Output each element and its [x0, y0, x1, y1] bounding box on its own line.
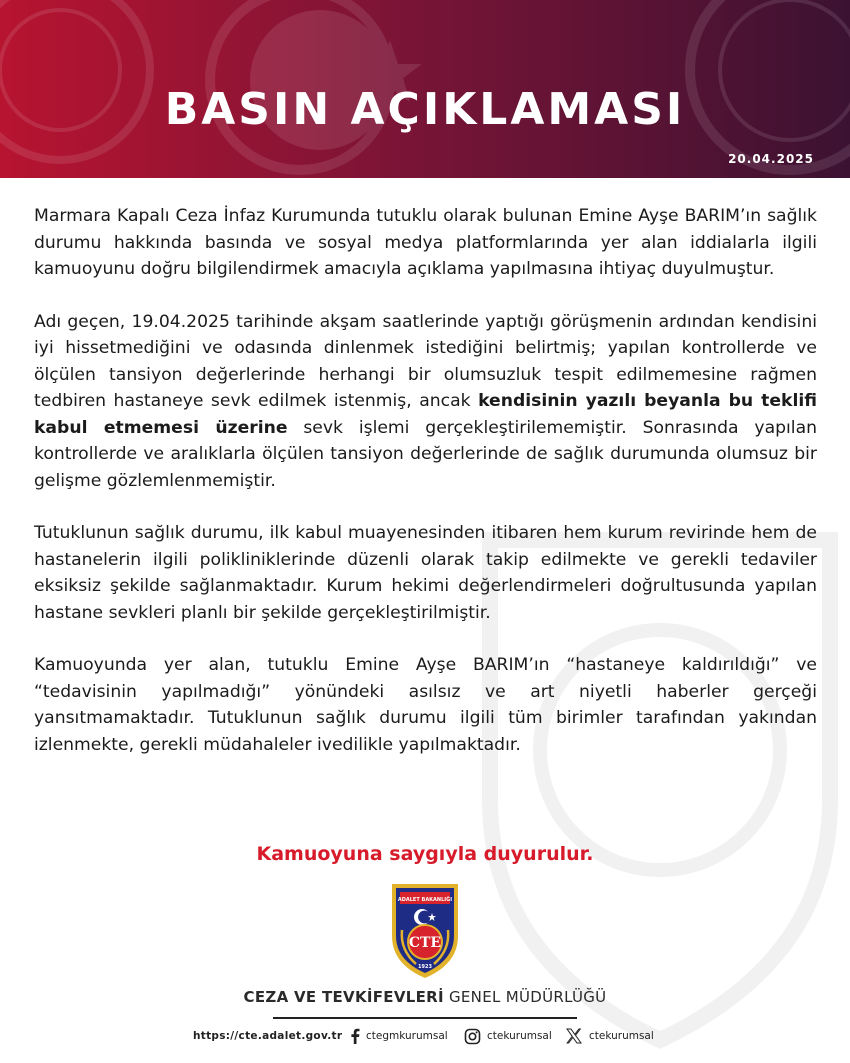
paragraph-2-emphasis: kendisinin yazılı beyanla bu teklifi kabul etmemesi üzerine	[34, 391, 817, 438]
paragraph-4: Kamuoyunda yer alan, tutuklu Emine Ayşe BARIM’ın “hastaneye kaldırıldığı” ve “tedavisinin yapılmadığı” yönündeki asılsız ve art niyetli haberler gerçeği yansıtmamaktadır. Tutuklunun sağlık durumu ilgili tüm birimler tarafından yakından izlenmekte, gerekli müdahaleler ivedilikle yapılmaktadır.	[34, 655, 817, 755]
facebook-handle[interactable]: ctegmkurumsal	[366, 1030, 448, 1042]
footer	[0, 1026, 850, 1048]
x-handle[interactable]: ctekurumsal	[589, 1030, 654, 1042]
header-banner	[0, 0, 850, 178]
paragraph-1: Marmara Kapalı Ceza İnfaz Kurumunda tutuklu olarak bulunan Emine Ayşe BARIM’ın sağlık durumu hakkında basında ve sosyal medya platformlarında yer alan iddialarla ilgili kamuoyunu doğru bilgilendirmek amacıyla açıklama yapılmasına ihtiyaç duyulmuştur.	[34, 206, 817, 279]
paragraph-2-part-b: sevk işlemi gerçekleştirilememiştir. Sonrasında yapılan kontrollerde ve aralıklarla ölçülen tansiyon değerlerinde de sağlık durumunda olumsuz bir gelişme gözlemlenmemiştir.	[34, 417, 817, 491]
instagram-handle[interactable]: ctekurumsal	[487, 1030, 552, 1042]
instagram-icon[interactable]	[464, 1028, 481, 1045]
logo-year: 1923	[418, 964, 432, 970]
closing-line: Kamuoyuna saygıyla duyurulur.	[256, 843, 594, 865]
cte-shield-logo	[386, 880, 464, 980]
paragraph-3: Tutuklunun sağlık durumu, ilk kabul muayenesinden itibaren hem kurum revirinde hem de hastanelerin ilgili polikliniklerinde düzenli olarak takip edilmekte ve gerekli tedaviler eksiksiz şekilde sağlanmaktadır. Kurum hekimi değerlendirmeleri doğrultusunda yapılan hastane sevkleri planlı bir şekilde gerçekleştirilmiştir.	[34, 523, 817, 623]
organization-name	[0, 988, 850, 1006]
x-icon[interactable]	[566, 1028, 582, 1044]
organization-name-bold: CEZA VE TEVKİFEVLERİ	[243, 988, 444, 1006]
footer-divider	[273, 1017, 577, 1019]
page-title: BASIN AÇIKLAMASI	[164, 84, 686, 135]
paragraph-2	[34, 309, 817, 495]
statement-body	[34, 203, 817, 784]
facebook-icon[interactable]	[349, 1028, 361, 1044]
paragraph-2-part-a: Adı geçen, 19.04.2025 tarihinde akşam saatlerinde yaptığı görüşmenin ardından kendisini iyi hissetmediğini ve odasında dinlenmek istediğini belirtmiş; yapılan kontrollerde ve ölçülen tansiyon değerlerinde herhangi bir olumsuzluk tespit edilmemesine rağmen tedbiren hastaneye sevk edilmek istenmiş, ancak	[34, 311, 817, 411]
website-link[interactable]: https://cte.adalet.gov.tr	[193, 1030, 343, 1042]
press-date: 20.04.2025	[728, 152, 814, 166]
organization-name-rest: GENEL MÜDÜRLÜĞÜ	[443, 988, 607, 1006]
logo-letters: CTE	[408, 935, 442, 951]
logo-top-text: ADALET BAKANLIĞI	[397, 897, 453, 903]
